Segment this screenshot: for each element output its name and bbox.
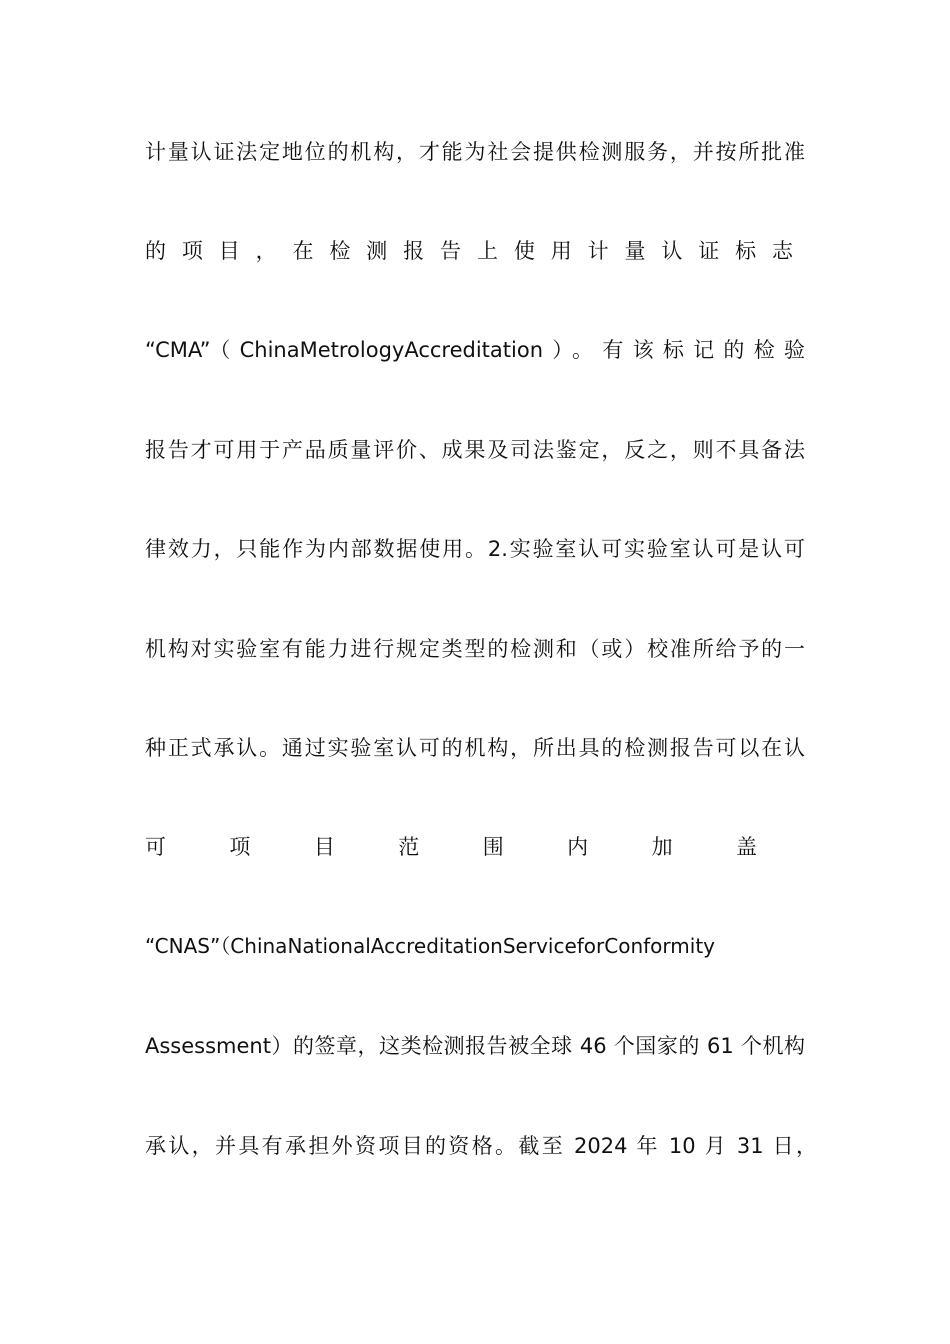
paragraph-line-8: 可项目范围内加盖 — [145, 835, 805, 859]
paragraph-line-5: 律效力，只能作为内部数据使用。2.实验室认可实验室认可是认可 — [145, 537, 805, 561]
paragraph-line-11: 承认，并具有承担外资项目的资格。截至 2024 年 10 月 31 日， — [145, 1134, 817, 1158]
paragraph-line-3: “CMA”（ChinaMetrologyAccreditation）。有该标记的检验 — [145, 338, 805, 362]
paragraph-line-10: Assessment）的签章，这类检测报告被全球 46 个国家的 61 个机构 — [145, 1034, 805, 1058]
paragraph-line-6: 机构对实验室有能力进行规定类型的检测和（或）校准所给予的一 — [145, 637, 805, 661]
paragraph-line-9: “CNAS”（ChinaNationalAccreditationServiceforConformity — [145, 934, 716, 958]
paragraph-line-7: 种正式承认。通过实验室认可的机构，所出具的检测报告可以在认 — [145, 736, 805, 760]
paragraph-line-2: 的项目，在检测报告上使用计量认证标志 — [145, 239, 805, 263]
paragraph-line-4: 报告才可用于产品质量评价、成果及司法鉴定，反之，则不具备法 — [145, 438, 805, 462]
paragraph-line-1: 计量认证法定地位的机构，才能为社会提供检测服务，并按所批准 — [145, 140, 805, 164]
